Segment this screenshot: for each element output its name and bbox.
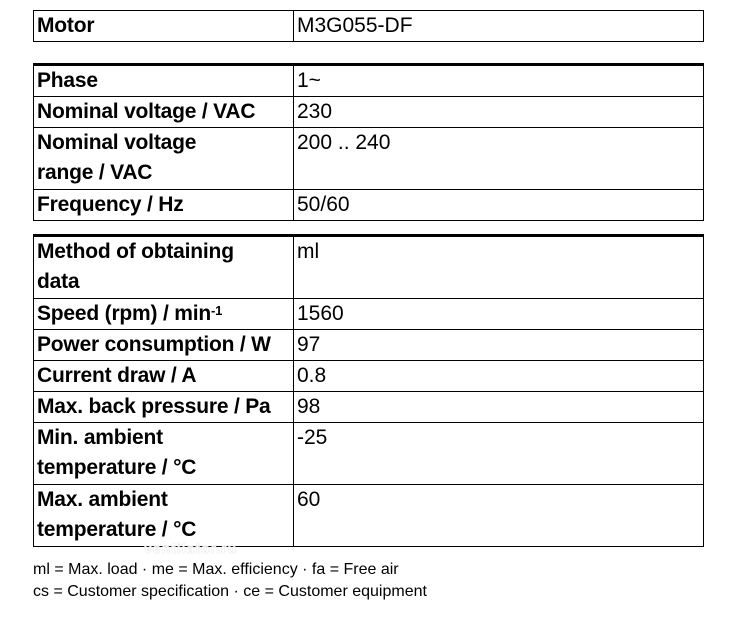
frequency-value: 50/60 (294, 190, 704, 221)
table-row (34, 330, 704, 361)
speed-label-text: Speed (rpm) / min (37, 302, 211, 325)
nominal-voltage-label: Nominal voltage / VAC (34, 97, 294, 128)
voltage-range-value: 200 .. 240 (294, 128, 704, 190)
table-row (34, 236, 704, 299)
speed-value: 1560 (294, 299, 704, 330)
method-label (34, 236, 294, 299)
current-draw-value: 0.8 (294, 361, 704, 392)
max-ambient-temp-value: 60 (294, 485, 704, 547)
power-consumption-label: Power consumption / W (34, 330, 294, 361)
min-ambient-temp-value: -25 (294, 423, 704, 485)
min-ambient-temp-label-line2: temperature / °C (37, 456, 197, 479)
phase-label: Phase (34, 65, 294, 97)
method-label-line1: Method of obtaining (37, 240, 234, 263)
motor-label: Motor (34, 11, 294, 42)
table-row (34, 361, 704, 392)
table-row (34, 128, 704, 190)
min-ambient-temp-label (34, 423, 294, 485)
table-row (34, 97, 704, 128)
power-consumption-value: 97 (294, 330, 704, 361)
back-pressure-value: 98 (294, 392, 704, 423)
min-ambient-temp-label-line1: Min. ambient (37, 426, 163, 449)
electrical-table (33, 63, 704, 221)
table-row (34, 392, 704, 423)
watermark: ventilator.ru (144, 540, 238, 556)
table-row (34, 485, 704, 547)
max-ambient-temp-label (34, 485, 294, 547)
voltage-range-label (34, 128, 294, 190)
motor-table (33, 10, 704, 42)
table-row (34, 65, 704, 97)
method-label-line2: data (37, 270, 80, 293)
voltage-range-label-line1: Nominal voltage (37, 131, 197, 154)
speed-label-superscript: -1 (210, 303, 223, 318)
table-row (34, 11, 704, 42)
current-draw-label: Current draw / A (34, 361, 294, 392)
speed-label (34, 299, 294, 330)
phase-value: 1~ (294, 65, 704, 97)
performance-table (33, 234, 704, 547)
legend-line-1: ml = Max. load · me = Max. efficiency · fa = Free air (33, 561, 399, 578)
legend-line-2: cs = Customer specification · ce = Customer equipment (33, 583, 427, 600)
frequency-label: Frequency / Hz (34, 190, 294, 221)
nominal-voltage-value: 230 (294, 97, 704, 128)
table-row (34, 299, 704, 330)
back-pressure-label: Max. back pressure / Pa (34, 392, 294, 423)
motor-value: M3G055-DF (294, 11, 704, 42)
table-row (34, 190, 704, 221)
max-ambient-temp-label-line1: Max. ambient (37, 488, 168, 511)
table-row (34, 423, 704, 485)
method-value: ml (294, 236, 704, 299)
voltage-range-label-line2: range / VAC (37, 161, 153, 184)
max-ambient-temp-label-line2: temperature / °C (37, 518, 197, 541)
